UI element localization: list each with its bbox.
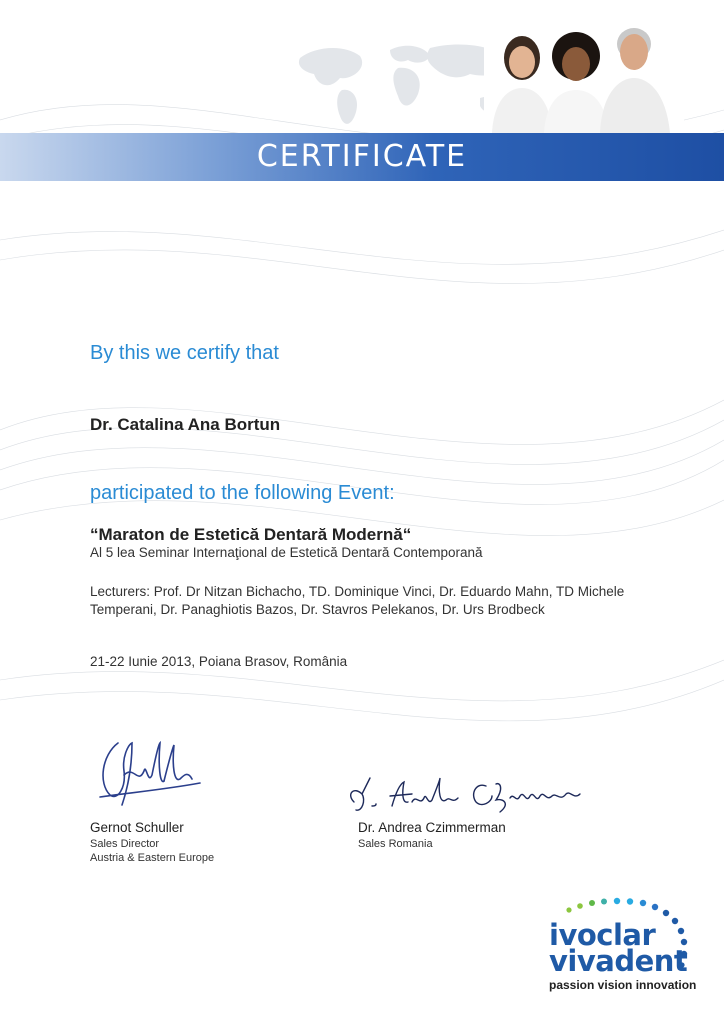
lecturers-list: Lecturers: Prof. Dr Nitzan Bichacho, TD. Dominique Vinci, Dr. Eduardo Mahn, TD Michele Temperani, Dr. Panaghiotis Bazos, Dr. Stavros Pelekanos, Dr. Urs Brodbeck: [90, 584, 625, 617]
signer-andrea-czimmerman: [358, 820, 506, 851]
certificate-title: CERTIFICATE: [256, 139, 468, 174]
people-photo: [484, 16, 684, 133]
event-subtitle: Al 5 lea Seminar Internaţional de Estetică Dentară Contemporană: [90, 545, 483, 560]
recipient-name: Dr. Catalina Ana Bortun: [90, 415, 281, 434]
signer-name: Dr. Andrea Czimmerman: [358, 820, 506, 835]
participated-text: participated to the following Event:: [90, 482, 395, 504]
signer-title: Sales Director: [90, 838, 160, 850]
signature-gernot-schuller: [88, 735, 208, 810]
certify-text: By this we certify that: [90, 342, 279, 364]
signature-andrea-czimmerman: [340, 772, 590, 817]
logo-vivadent: vivadent: [549, 944, 688, 978]
signer-gernot-schuller: [90, 820, 214, 865]
signer-region: Austria & Eastern Europe: [90, 852, 215, 864]
signer-name: Gernot Schuller: [90, 820, 184, 835]
event-title: “Maraton de Estetică Dentară Modernă“: [90, 525, 412, 544]
signer-title: Sales Romania: [358, 838, 433, 850]
logo-tagline: passion vision innovation: [549, 978, 697, 992]
logo-ivoclar: ivoclar: [549, 918, 656, 952]
event-date-location: 21-22 Iunie 2013, Poiana Brasov, România: [90, 654, 348, 669]
